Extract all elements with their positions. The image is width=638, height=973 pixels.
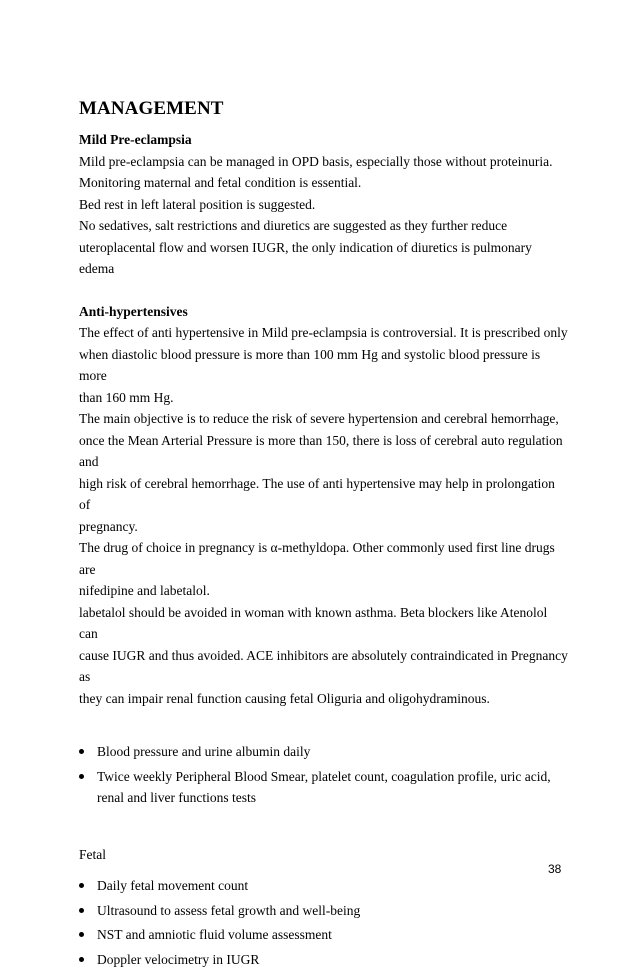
bullet-icon [79,883,84,888]
bullet-icon [79,932,84,937]
mild-line-2: Monitoring maternal and fetal condition is essential. [79,175,362,190]
spacer [79,865,569,875]
antihypertensives-line-1: The effect of anti hypertensive in Mild pre-eclampsia is controversial. It is prescribed only [79,325,568,340]
list-item [79,900,569,922]
page-content [79,96,569,973]
spacer [79,709,569,741]
bullet-icon [79,749,84,754]
antihypertensives-line-6: high risk of cerebral hemorrhage. The use of anti hypertensive may help in prolongation of [79,475,555,512]
list-item-text: Doppler velocimetry in IUGR [97,951,260,967]
mild-line-4: No sedatives, salt restrictions and diuretics are suggested as they further reduce [79,218,508,233]
list-item [79,949,569,971]
list-item [79,924,569,946]
antihypertensives-line-2: when diastolic blood pressure is more than 100 mm Hg and systolic blood pressure is more [79,346,541,383]
fetal-title: Fetal [79,846,106,862]
spacer [79,812,569,844]
antihypertensives-line-9: nifedipine and labetalol. [79,583,210,598]
page-number: 38 [548,862,562,876]
list-item-text: Twice weekly Peripheral Blood Smear, platelet count, coagulation profile, uric acid, renal and liver functions tests [97,768,551,805]
section-heading: MANAGEMENT [79,98,224,119]
list-item [79,766,569,809]
list-item-text: NST and amniotic fluid volume assessment [97,927,332,942]
antihypertensives-line-4: The main objective is to reduce the risk of severe hypertension and cerebral hemorrhage, [79,411,559,426]
antihypertensives-line-10: labetalol should be avoided in woman with known asthma. Beta blockers like Atenolol can [79,604,548,641]
antihypertensives-line-7: pregnancy. [79,518,138,534]
mild-line-3: Bed rest in left lateral position is suggested. [79,196,316,212]
mild-preeclampsia-title: Mild Pre-eclampsia [79,132,192,147]
bullet-icon [79,774,84,779]
mild-line-1: Mild pre-eclampsia can be managed in OPD basis, especially those without proteinuria. [79,153,553,169]
list-item-text: Blood pressure and urine albumin daily [97,744,311,759]
antihypertensives-line-12: they can impair renal function causing fetal Oliguria and oligohydraminous. [79,690,490,706]
antihypertensives-line-11: cause IUGR and thus avoided. ACE inhibitors are absolutely contraindicated in Pregnancy as [79,647,568,684]
antihypertensives-line-8: The drug of choice in pregnancy is α-methyldopa. Other commonly used first line drugs are [79,540,555,577]
antihypertensives-line-3: than 160 mm Hg. [79,389,174,405]
spacer [79,280,569,301]
list-item-text: Daily fetal movement count [97,878,249,893]
antihypertensives-line-5: once the Mean Arterial Pressure is more than 150, there is loss of cerebral auto regulation and [79,432,563,469]
mild-line-5: uteroplacental flow and worsen IUGR, the only indication of diuretics is pulmonary edema [79,239,532,276]
list-item [79,741,569,763]
maternal-monitoring-list [79,741,569,809]
list-item-text: Ultrasound to assess fetal growth and well-being [97,902,361,918]
antihypertensives-title: Anti-hypertensives [79,303,188,319]
fetal-monitoring-list [79,875,569,970]
bullet-icon [79,908,84,913]
bullet-icon [79,957,84,962]
list-item [79,875,569,897]
